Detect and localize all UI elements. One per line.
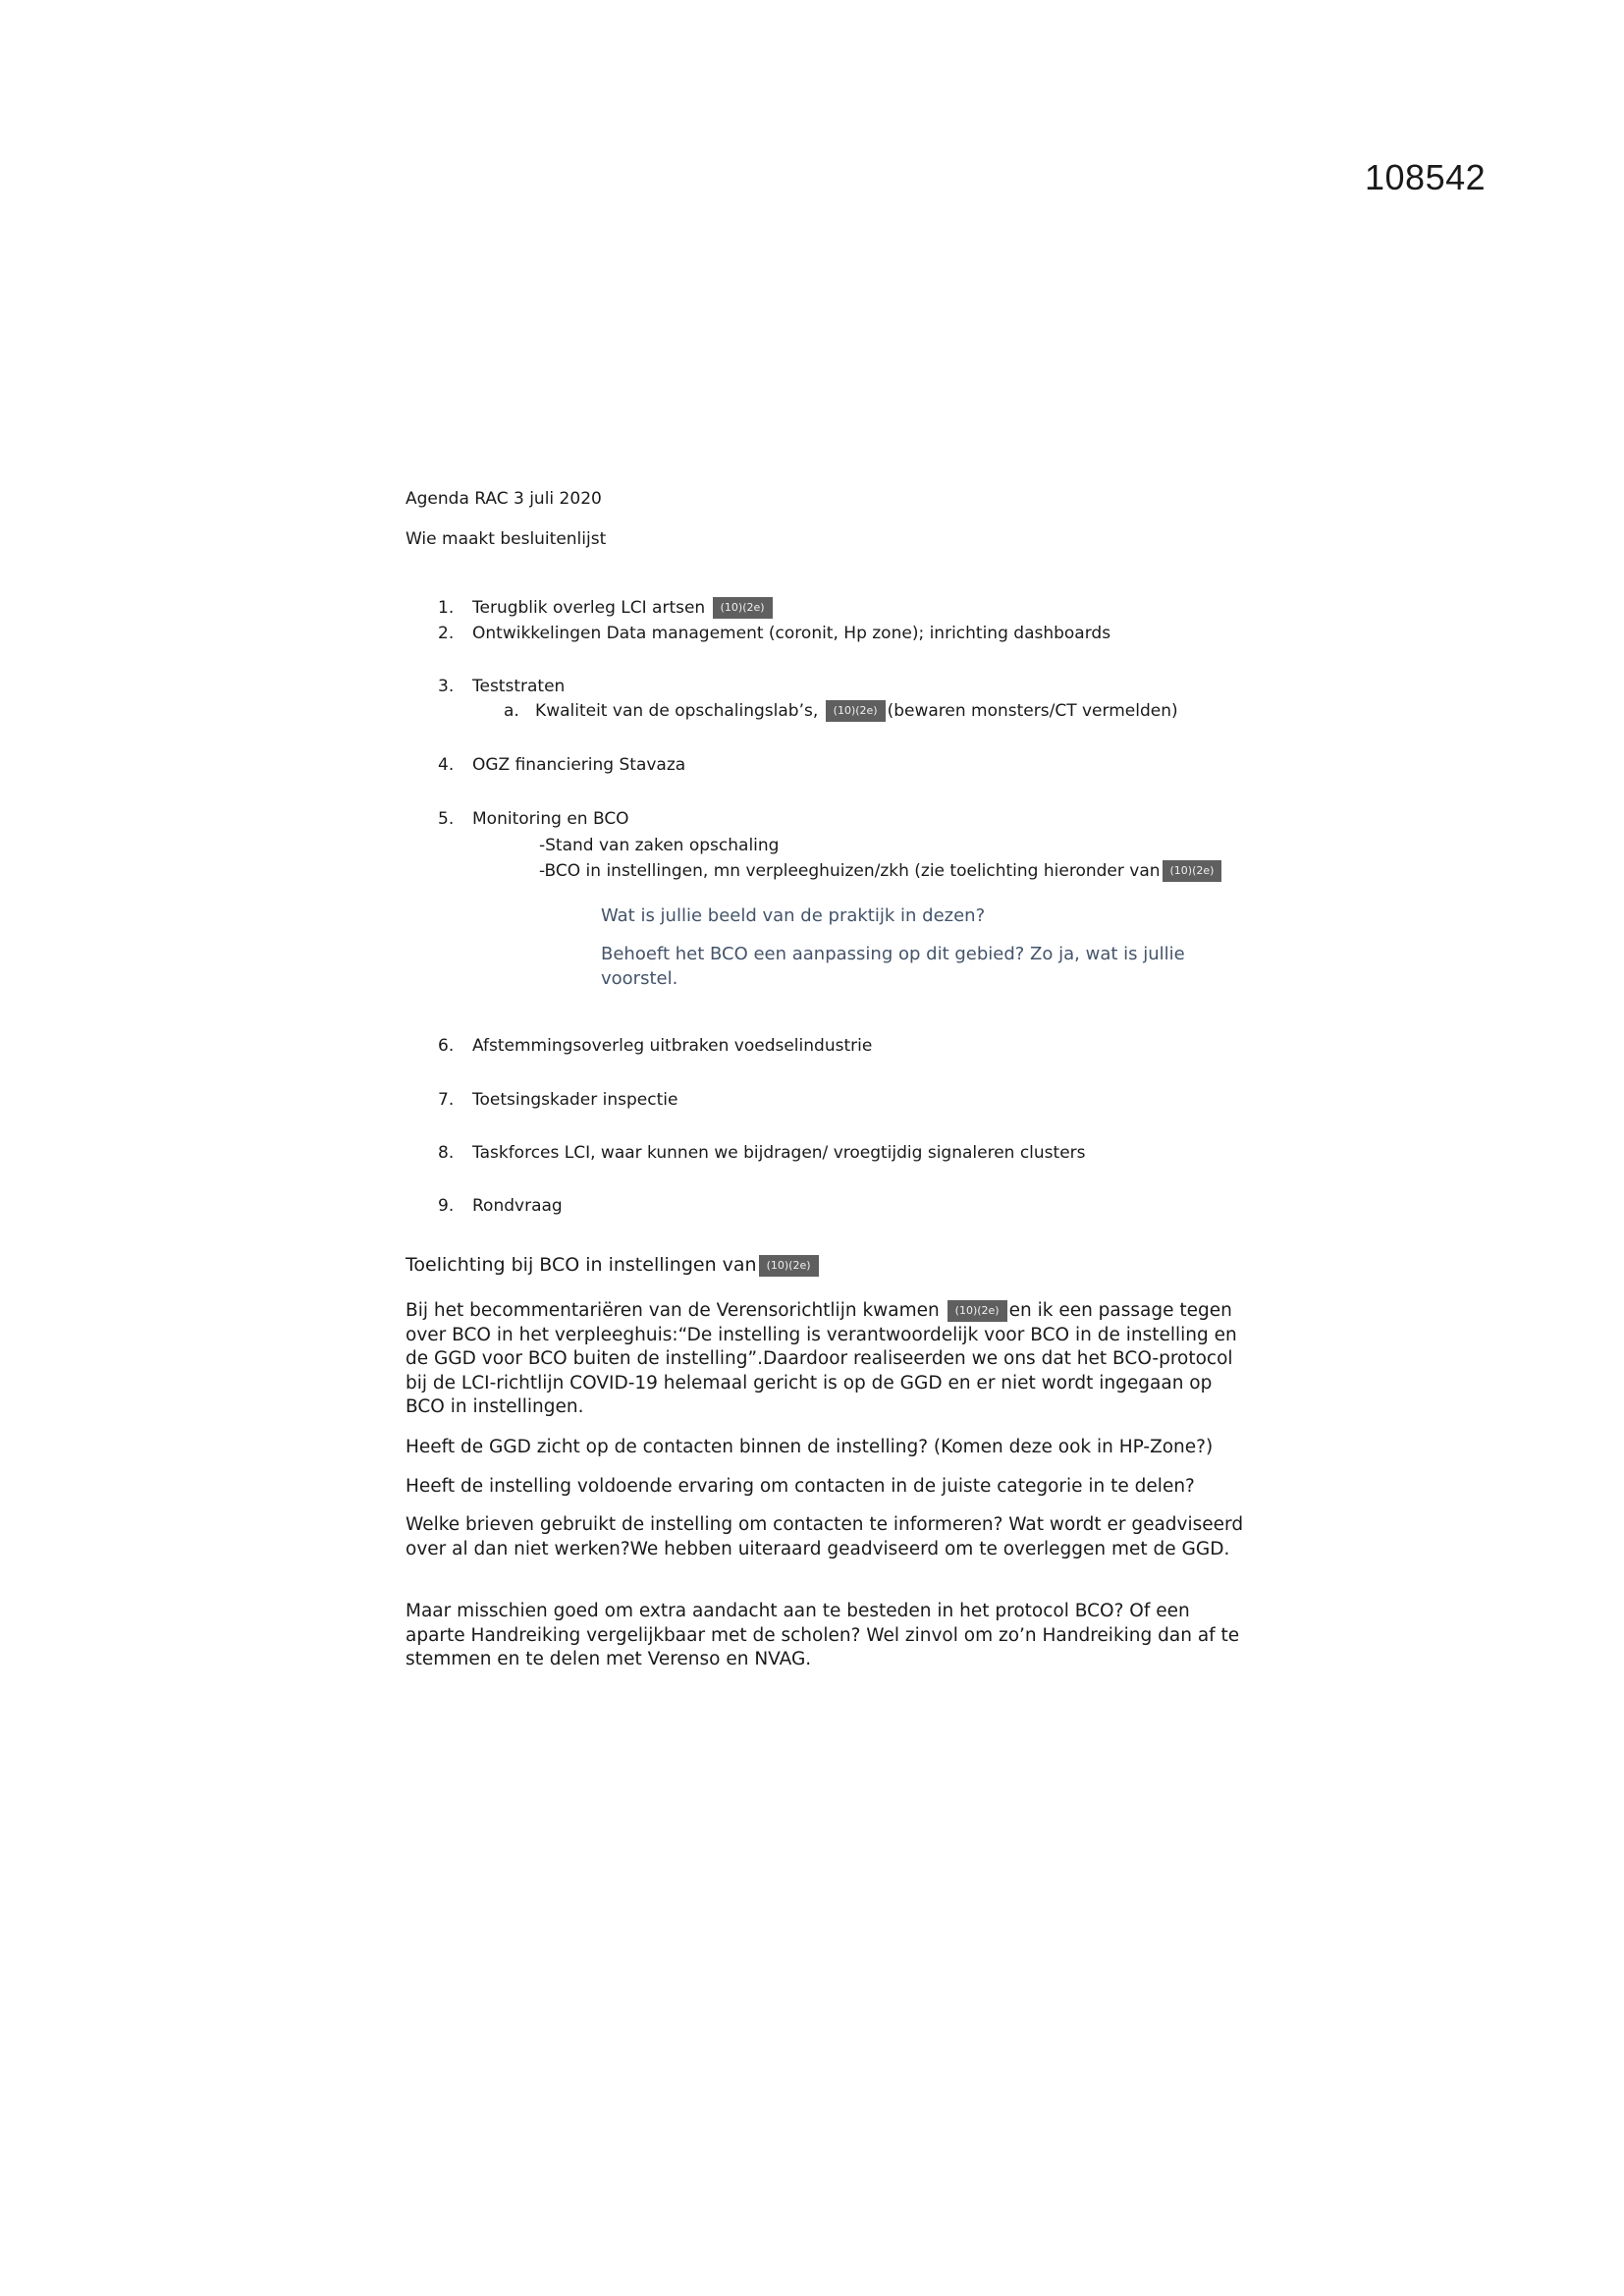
explanation-paragraph-3: Heeft de instelling voldoende ervaring om contacten in de juiste categorie in te delen? <box>406 1476 1195 1497</box>
redaction-badge: (10)(2e) <box>826 700 886 722</box>
document-number: 108542 <box>1365 157 1487 197</box>
question-1: Wat is jullie beeld van de praktijk in dezen? <box>601 905 986 926</box>
agenda-item-5-line-1: -Stand van zaken opschaling <box>539 836 780 855</box>
explanation-heading: Toelichting bij BCO in instellingen van (10)(2e) <box>406 1254 821 1277</box>
question-2: Behoeft het BCO een aanpassing op dit gebied? Zo ja, wat is jullie voorstel. <box>601 944 1185 989</box>
redaction-badge: (10)(2e) <box>947 1300 1007 1322</box>
explanation-paragraph-1: Bij het becommentariëren van de Verensorichtlijn kwamen (10)(2e) en ik een passage tegen over BCO in het verpleeghuis:“De instelling is verantwoordelijk voor BCO in de instelling en de GGD voor BCO buiten de instelling”.Daardoor realiseerden we ons dat het BCO-protocol bij de LCI-richtlijn COVID-19 helemaal gericht is op de GGD en er niet wordt ingegaan op BCO in instellingen. <box>406 1300 1237 1417</box>
agenda-item-5-line-2: -BCO in instellingen, mn verpleeghuizen/zkh (zie toelichting hieronder van (10)(2e) <box>539 858 1223 885</box>
redaction-badge: (10)(2e) <box>1163 860 1222 882</box>
explanation-paragraph-2: Heeft de GGD zicht op de contacten binnen de instelling? (Komen deze ook in HP-Zone?) <box>406 1437 1214 1457</box>
agenda-title: Agenda RAC 3 juli 2020 <box>406 489 602 509</box>
agenda-item-3a: a. Kwaliteit van de opschalingslab’s, (10)(2e) (bewaren monsters/CT vermelden) <box>504 701 1178 721</box>
explanation-paragraph-5: Maar misschien goed om extra aandacht aan te besteden in het protocol BCO? Of een aparte Handreiking vergelijkbaar met de scholen? Wel zinvol om zo’n Handreiking dan af te stemmen en te delen met Verenso en NVAG. <box>406 1601 1240 1669</box>
redaction-badge: (10)(2e) <box>759 1255 819 1277</box>
agenda-subtitle: Wie maakt besluitenlijst <box>406 529 607 549</box>
redaction-badge: (10)(2e) <box>713 597 773 619</box>
explanation-paragraph-4: Welke brieven gebruikt de instelling om contacten te informeren? Wat wordt er geadviseerd over al dan niet werken?We hebben uiteraard geadviseerd om te overleggen met de GGD. <box>406 1514 1244 1559</box>
